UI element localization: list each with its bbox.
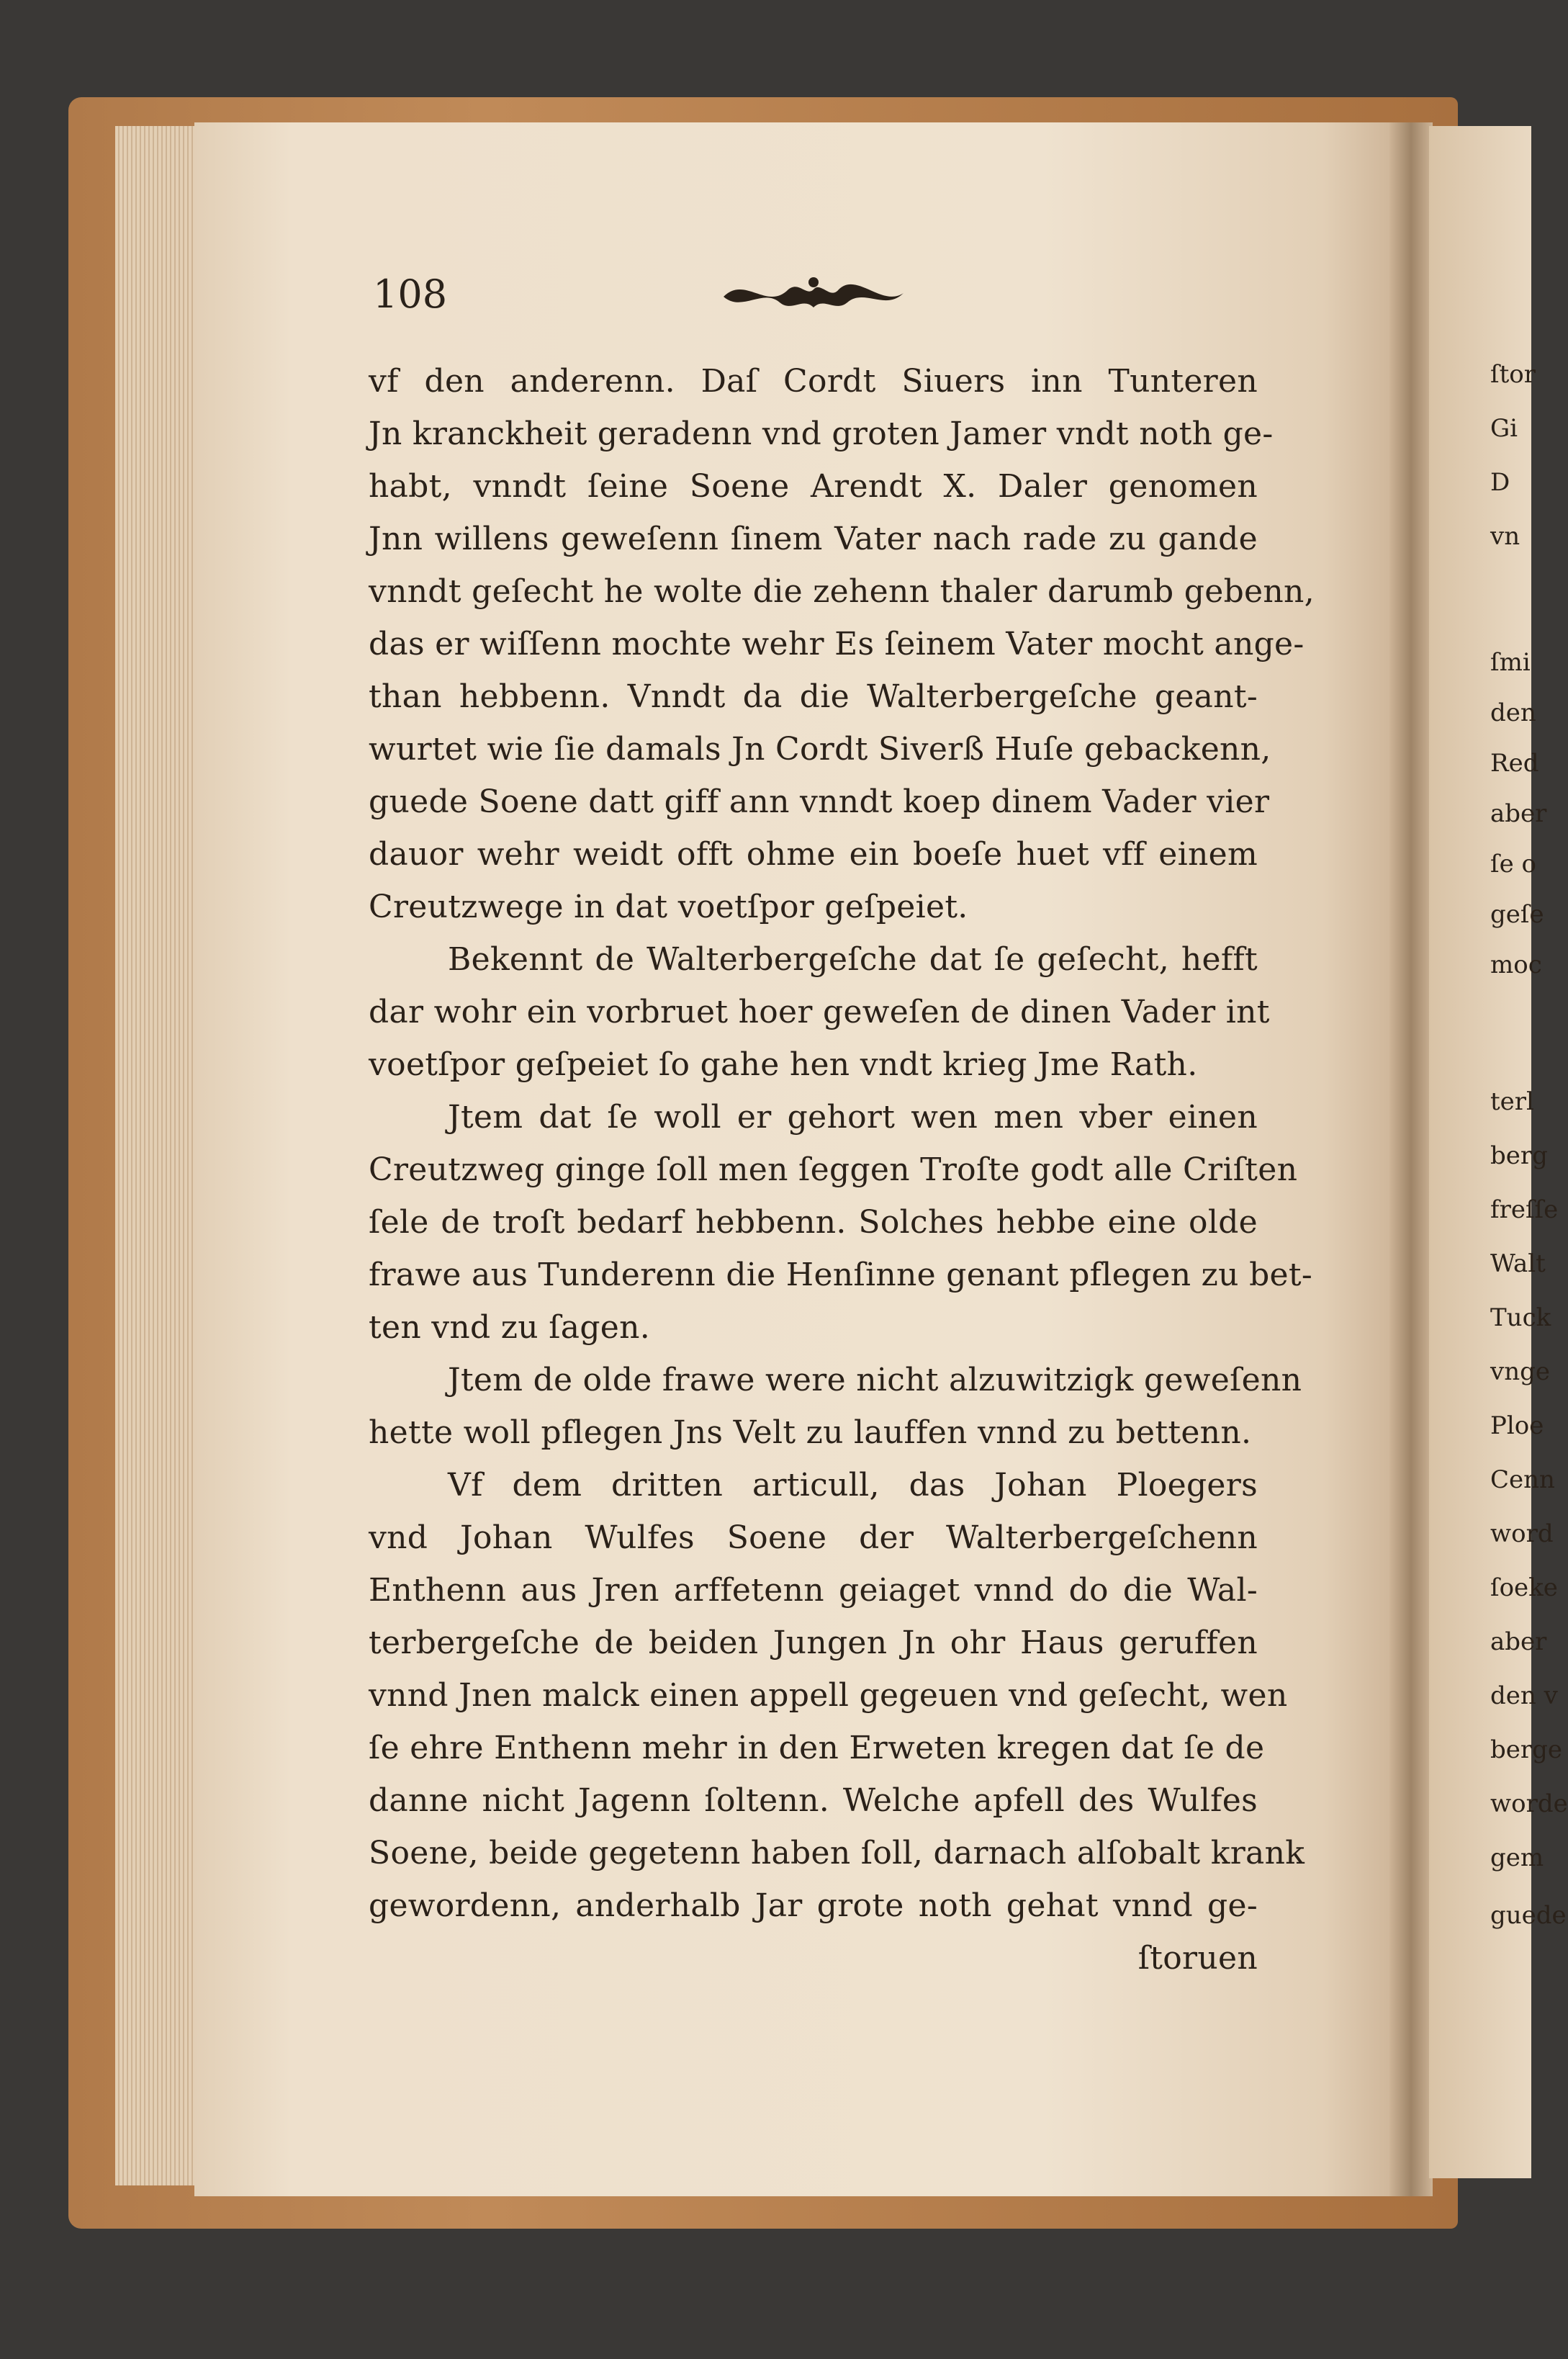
next-page-fragment: Gi (1490, 414, 1518, 443)
text-line: vnd Johan Wulfes Soene der Walterbergeſchenn (369, 1519, 1258, 1556)
text-line: vnnd Jnen malck einen appell gegeuen vnd geſecht, wen (369, 1677, 1288, 1714)
next-page-fragment: moc (1490, 951, 1542, 979)
text-line: Soene, beide gegetenn haben ſoll, darnach alſobalt krank (369, 1835, 1305, 1872)
text-line: Jn kranckheit geradenn vnd groten Jamer vndt noth ge- (369, 415, 1274, 452)
text-line: Bekennt de Walterbergeſche dat ſe geſecht, hefft (448, 941, 1258, 978)
text-line: dauor wehr weidt offt ohme ein boeſe huet vff einem (369, 836, 1258, 873)
text-line: vnndt geſecht he wolte die zehenn thaler darumb gebenn, (369, 573, 1315, 610)
next-page-fragment: terl (1490, 1087, 1534, 1116)
next-page-fragment: aber (1490, 799, 1547, 828)
next-page-fragment: gem (1490, 1843, 1544, 1872)
text-line: ten vnd zu ſagen. (369, 1309, 651, 1346)
book-gutter (1389, 122, 1433, 2196)
next-page-fragment: geſe (1490, 900, 1544, 929)
page-edges (115, 126, 202, 2185)
text-line: ſele de troſt bedarf hebbenn. Solches hebbe eine olde (369, 1204, 1258, 1241)
text-line: Creutzwege in dat voetſpor geſpeiet. (369, 889, 968, 925)
text-line: Enthenn aus Jren arffetenn geiaget vnnd do die Wal- (369, 1572, 1258, 1609)
catchword: ſtoruen (1137, 1940, 1258, 1977)
text-line: guede Soene datt giff ann vnndt koep dinem Vader vier (369, 783, 1270, 820)
next-page-fragment: den v (1490, 1681, 1558, 1710)
next-page-fragment: worde (1490, 1789, 1568, 1818)
text-line: Jnn willens geweſenn ſinem Vater nach rade zu gande (369, 521, 1258, 557)
text-line: vf den anderenn. Daſ Cordt Siuers inn Tunteren (369, 363, 1258, 400)
next-page-fragment: Red (1490, 749, 1539, 778)
next-page-fragment: D (1490, 468, 1510, 497)
next-page-fragment: freſſe (1490, 1195, 1559, 1224)
text-line: wurtet wie ſie damals Jn Cordt Siverß Huſe gebackenn, (369, 731, 1271, 768)
text-line: danne nicht Jagenn ſoltenn. Welche apfell des Wulfes (369, 1782, 1258, 1819)
next-page-fragment: word (1490, 1519, 1554, 1548)
next-page-fragment: berge (1490, 1735, 1563, 1764)
text-line: Jtem de olde frawe were nicht alzuwitzigk geweſenn (448, 1362, 1302, 1398)
text-line: ſe ehre Enthenn mehr in den Erweten kregen dat ſe de (369, 1730, 1265, 1766)
next-page-fragment: ſtor (1490, 360, 1536, 389)
next-page-fragment: Walt (1490, 1249, 1546, 1278)
text-line: das er wiſſenn mochte wehr Es ſeinem Vater mocht ange- (369, 626, 1305, 662)
page-number: 108 (373, 271, 448, 317)
text-line: dar wohr ein vorbruet hoer geweſen de dinen Vader int (369, 994, 1270, 1030)
next-page-fragment: Tuck (1490, 1303, 1551, 1332)
text-line: Jtem dat ſe woll er gehort wen men vber einen (448, 1099, 1258, 1136)
text-line: gewordenn, anderhalb Jar grote noth gehat vnnd ge- (369, 1887, 1258, 1924)
text-line: terbergeſche de beiden Jungen Jn ohr Haus geruffen (369, 1625, 1258, 1661)
next-page-fragment: aber (1490, 1627, 1547, 1656)
text-line: Vf dem dritten articull, das Johan Ploegers (448, 1467, 1258, 1504)
text-line: Creutzweg ginge ſoll men ſeggen Troſte godt alle Criſten (369, 1151, 1298, 1188)
next-page-fragment: vn (1490, 522, 1520, 551)
next-page-fragment: den (1490, 698, 1536, 727)
text-line: than hebbenn. Vnndt da die Walterbergeſche geant- (369, 678, 1258, 715)
next-page-fragment: Cenn (1490, 1465, 1555, 1494)
text-line: frawe aus Tunderenn die Henſinne genant pflegen zu bet- (369, 1257, 1313, 1293)
next-page-fragment: guede (1490, 1901, 1567, 1930)
next-page-fragment: vnge (1490, 1357, 1550, 1386)
main-text (369, 355, 1315, 1985)
text-line: voetſpor geſpeiet ſo gahe hen vndt krieg Jme Rath. (369, 1046, 1198, 1083)
headpiece-ornament-icon (716, 268, 911, 321)
text-line: hette woll pflegen Jns Velt zu lauffen vnnd zu bettenn. (369, 1414, 1252, 1451)
next-page-fragment: ſmi (1490, 648, 1531, 677)
next-page-fragment: ſoeke (1490, 1573, 1558, 1602)
next-page-fragment: Ploe (1490, 1411, 1544, 1440)
next-page-fragment: berg (1490, 1141, 1548, 1170)
text-line: habt, vnndt ſeine Soene Arendt X. Daler genomen (369, 468, 1258, 505)
next-page-fragment: ſe o (1490, 850, 1536, 879)
